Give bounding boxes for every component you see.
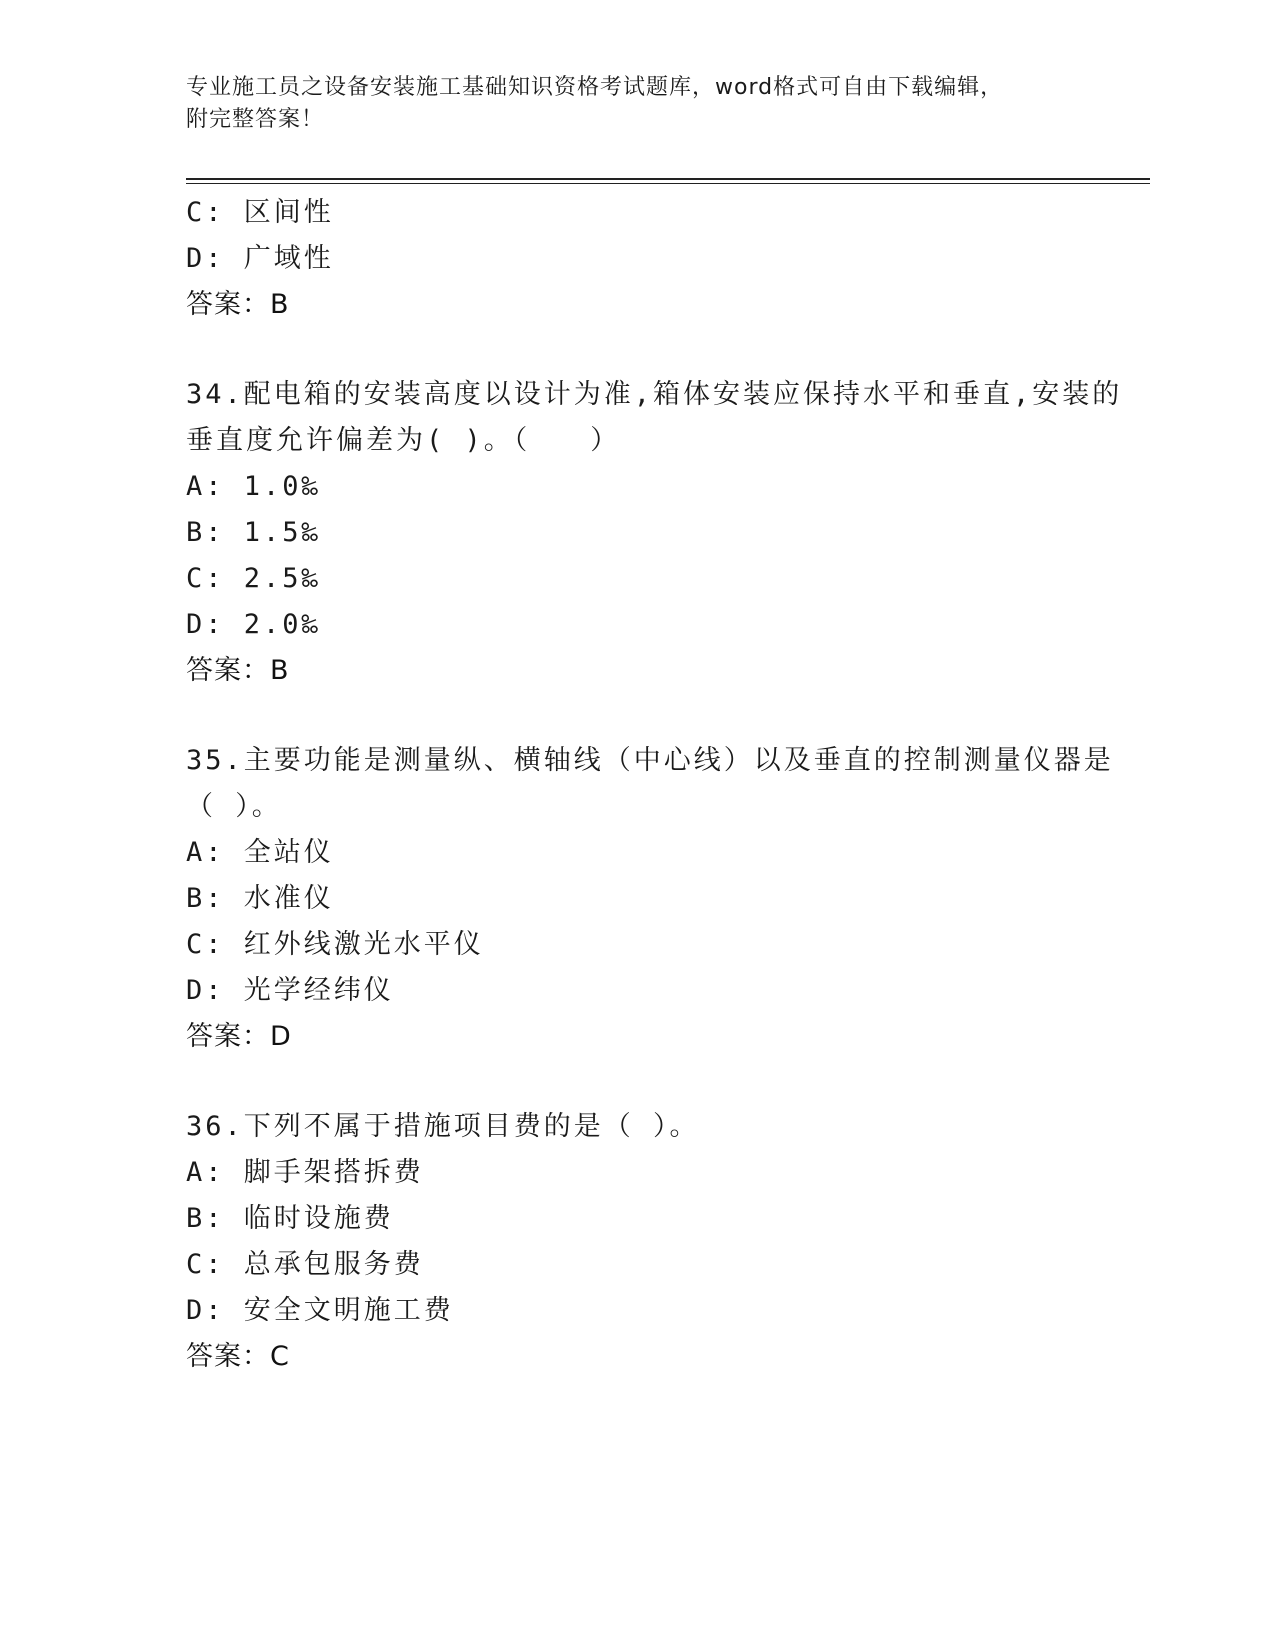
answer-line: 答案：C [186,1341,290,1372]
spacer [186,694,1086,738]
question-title-line-1: 35.主要功能是测量纵、横轴线（中心线）以及垂直的控制测量仪器是 [186,745,1114,776]
option-c: C: 总承包服务费 [186,1249,424,1280]
option-c: C: 红外线激光水平仪 [186,929,484,960]
question-title-line-1: 36.下列不属于措施项目费的是（ ）。 [186,1111,700,1142]
option-a: A: 脚手架搭拆费 [186,1157,424,1188]
question-36 [186,1104,1086,1380]
question-title-line-1: 34.配电箱的安装高度以设计为准,箱体安装应保持水平和垂直,安装的 [186,379,1123,410]
header-line-1: 专业施工员之设备安装施工基础知识资格考试题库，word格式可自由下载编辑， [186,75,1004,100]
question-33-tail [186,190,1086,328]
option-c: C: 2.5‰ [186,563,321,594]
option-b: B: 临时设施费 [186,1203,394,1234]
header-divider-thin [186,183,1150,184]
option-b: B: 1.5‰ [186,517,321,548]
question-34 [186,372,1123,694]
question-list [186,190,1123,1380]
question-35 [186,738,1114,1060]
question-title-line-2: （ ）。 [186,791,282,822]
option-d: D: 广域性 [186,243,334,274]
option-c: C: 区间性 [186,197,334,228]
spacer [186,1060,1086,1104]
spacer [186,328,1086,372]
option-d: D: 2.0‰ [186,609,321,640]
option-a: A: 全站仪 [186,837,334,868]
answer-line: 答案：B [186,289,290,320]
header-divider-thick [186,178,1150,180]
option-a: A: 1.0‰ [186,471,321,502]
option-d: D: 安全文明施工费 [186,1295,454,1326]
answer-line: 答案：B [186,655,290,686]
question-title-line-2: 垂直度允许偏差为( )。（ ） [186,425,621,456]
option-d: D: 光学经纬仪 [186,975,394,1006]
option-b: B: 水准仪 [186,883,334,914]
header-line-2: 附完整答案！ [186,107,325,132]
document-header [186,72,1086,136]
answer-line: 答案：D [186,1021,292,1052]
